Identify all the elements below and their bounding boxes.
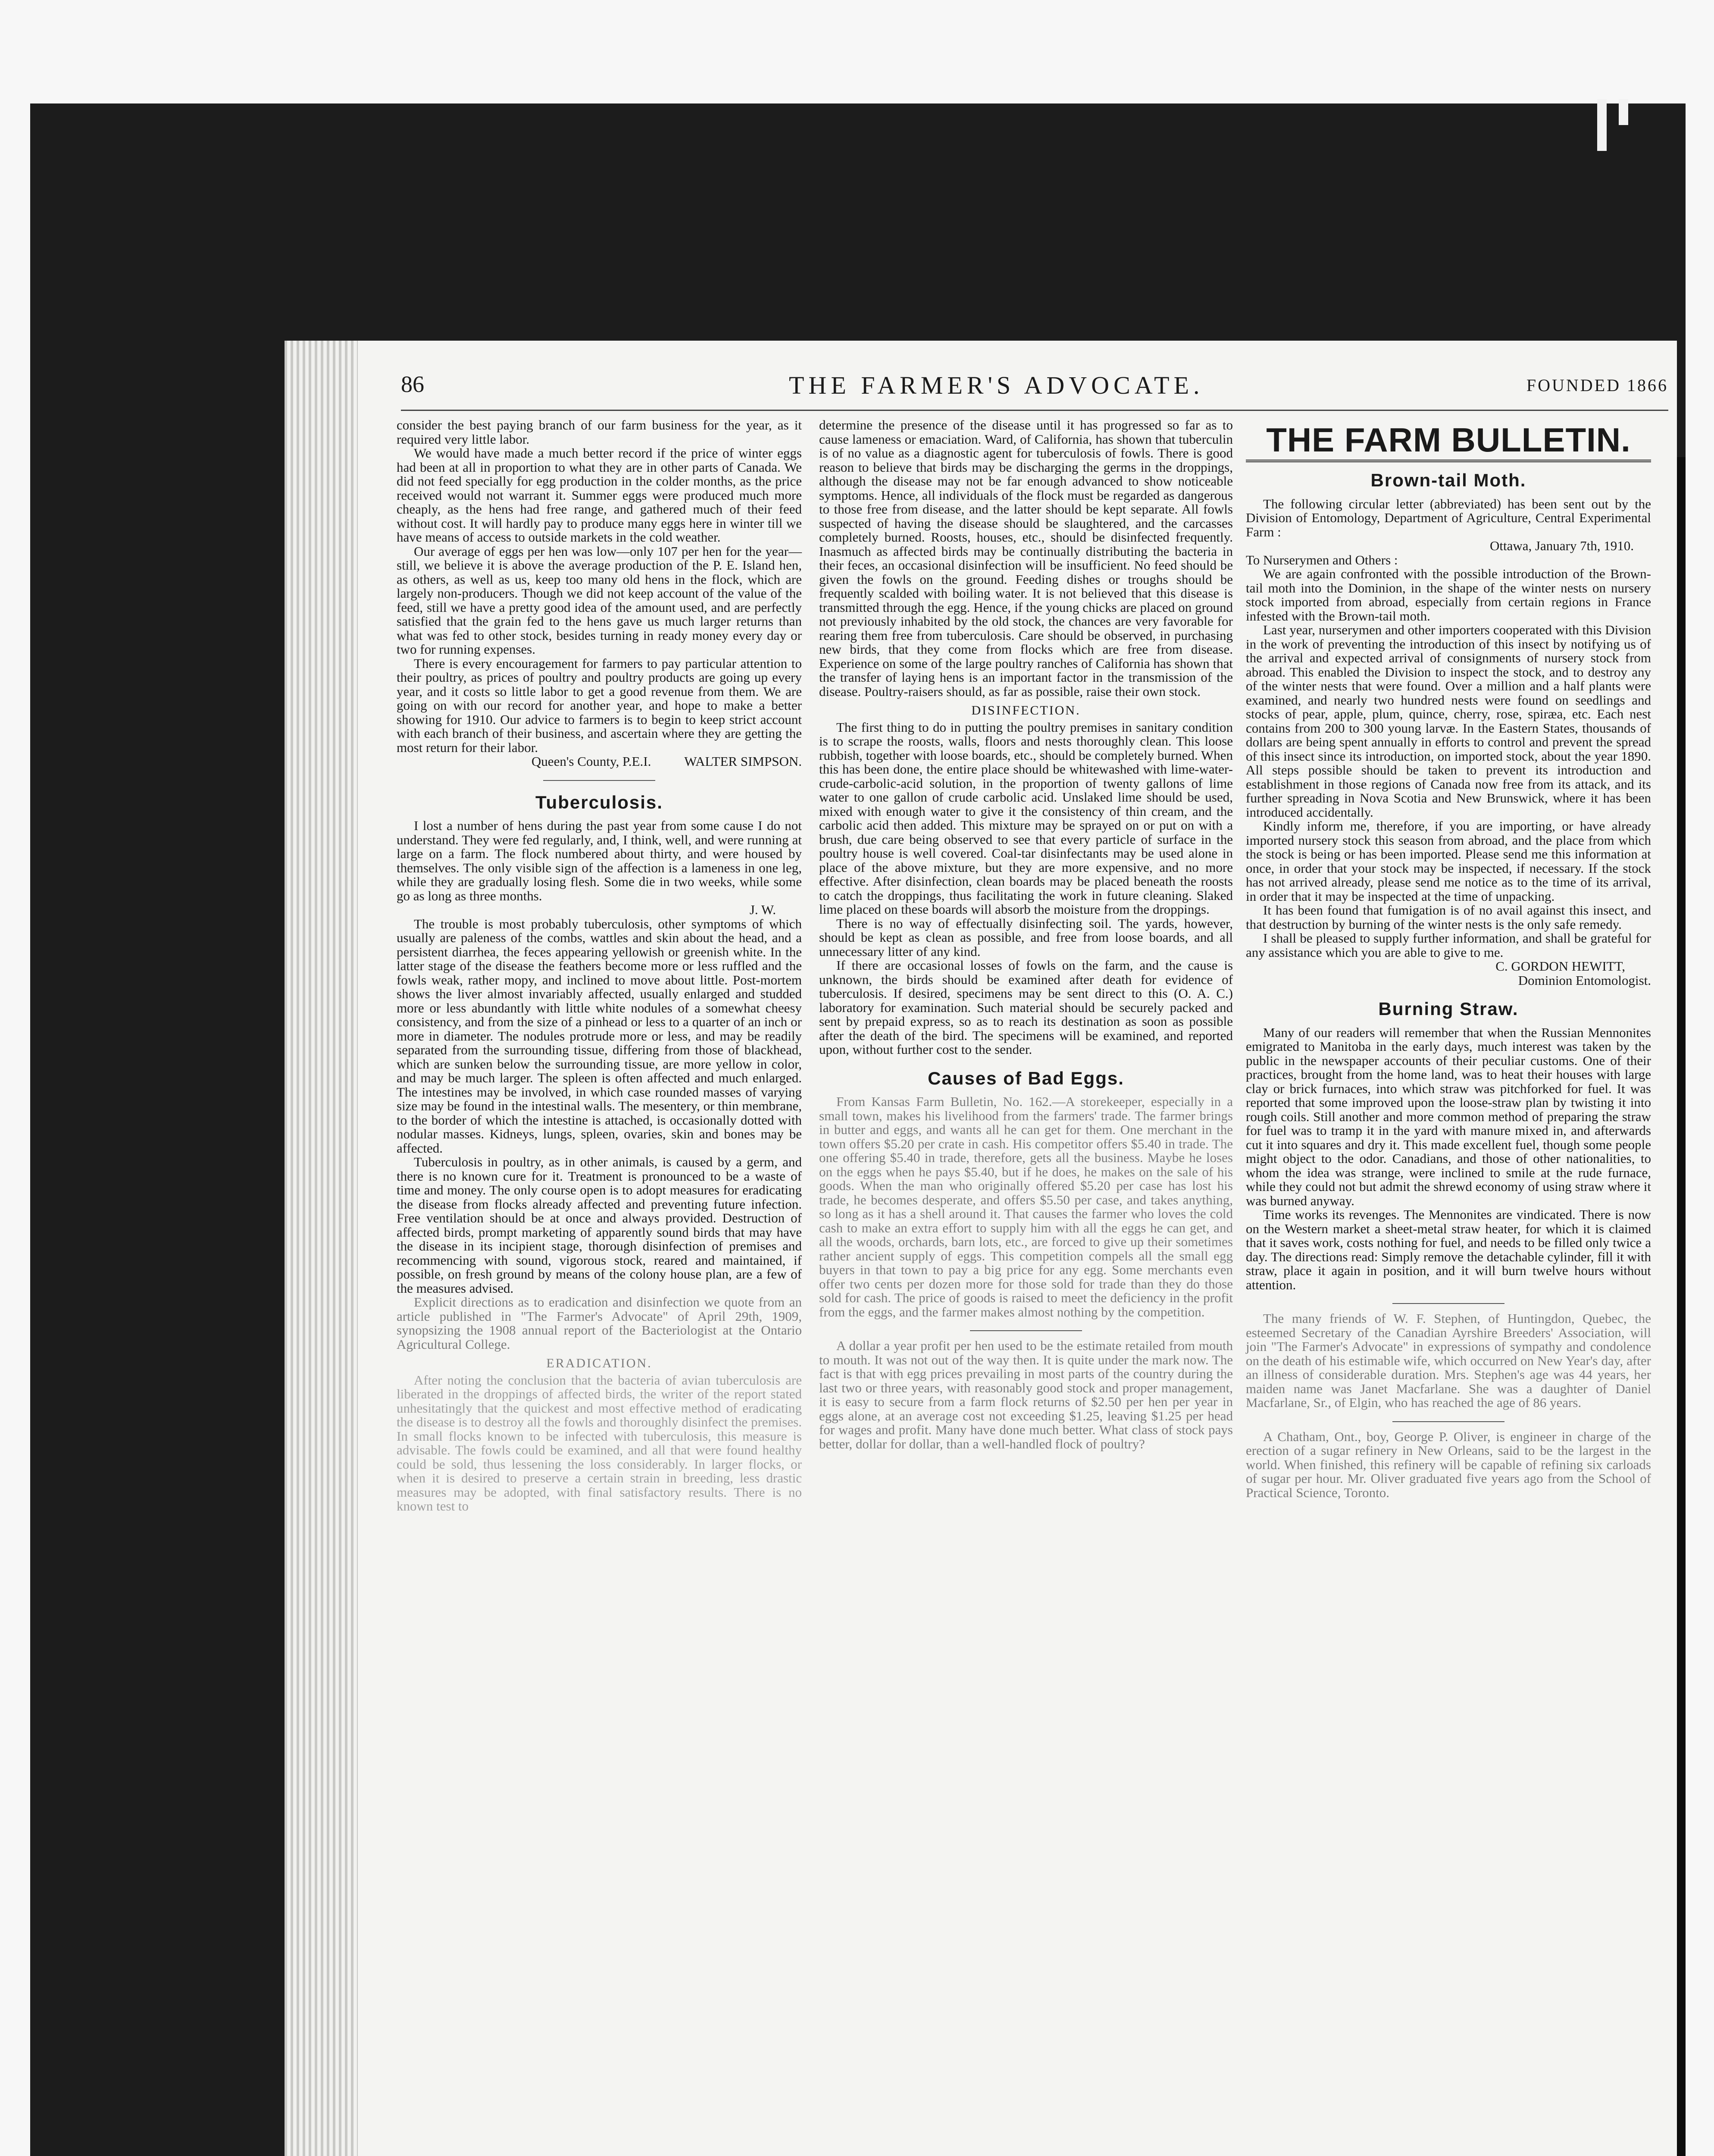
farm-bulletin-title: THE FARM BULLETIN. xyxy=(1246,423,1651,462)
article-paragraph: Time works its revenges. The Mennonites are vindicated. There is now on the Western market a sheet-metal straw heater, for which it is claimed that it saves work, costs nothing for fuel, and needs to be filled only twice a day. The directions read: Simply remove the detachable cylinder, fill it with straw, place it again in position, and it will burn twelve hours without attention. xyxy=(1246,1207,1651,1292)
burning-straw-title: Burning Straw. xyxy=(1378,999,1519,1019)
article-paragraph: We are again confronted with the possible introduction of the Brown-tail moth into the Dominion, in the shape of the winter nests on nursery stock imported from abroad, especially from certain regions in France infested with the Brown-tail moth. xyxy=(1246,566,1651,624)
author-initials: J. W. xyxy=(749,902,776,917)
page-number: 86 xyxy=(401,371,424,397)
article-paragraph: I lost a number of hens during the past year from some cause I do not understand. They were fed regularly, and, I think, well, and were running at large on a farm. The flock numbered about thirty, and were housed by themselves. The only visible sign of the affection is a lameness in one leg, while they are gradually losing flesh. Some die in two weeks, while some go as long as three months. xyxy=(397,818,802,903)
page-header xyxy=(401,371,1668,405)
article-paragraph: Many of our readers will remember that when the Russian Mennonites emigrated to Manitoba in the early days, much interest was taken by the public in the newspaper accounts of their peculiar customs. One of their practices, brought from the home land, was to heat their houses with large clay or brick furnaces, into which straw was pitchforked for fuel. It was reported that some improved upon the loose-straw plan by twisting it into rough coils. Still another and more common method of preparing the straw for fuel was to tramp it in the yard with manure mixed in, and afterwards cut it into squares and dry it. This made excellent fuel, though some people might object to the odor. Canadians, and those of other nationalities, to whom the idea was strange, were inclined to smile at the rude furnace, while they could not but admit the shrewd economy of using straw where it was burned anyway. xyxy=(1246,1025,1651,1208)
article-paragraph: Tuberculosis in poultry, as in other animals, is caused by a germ, and there is no known cure for it. Treatment is pronounced to be a waste of time and money. The only course open is to adopt measures for eradicating the disease from flocks already affected and preventing future infection. Free ventilation should be at once and always provided. Destruction of affected birds, prompt marketing of apparently sound birds that may have the disease in its incipient stage, thorough disinfection of premises and recommencing with sound, vigorous stock, reared and maintained, if possible, on fresh ground by means of the colony house plan, are a few of the measures advised. xyxy=(397,1154,802,1296)
salutation: To Nurserymen and Others : xyxy=(1246,552,1398,567)
brown-tail-moth-title: Brown-tail Moth. xyxy=(1370,470,1526,490)
section-divider xyxy=(970,1330,1082,1331)
article-paragraph: consider the best paying branch of our farm business for the year, as it required very little labor. xyxy=(397,417,802,447)
eradication-head: ERADICATION. xyxy=(546,1356,652,1370)
article-paragraph: There is every encouragement for farmers to pay particular attention to their poultry, as prices of poultry and poultry products are going up every year, and it costs so little labor to get a good revenue from them. We are going on with our record for another year, and hope to make a better showing for 1910. Our advice to farmers is to begin to keep strict account with each branch of their business, and ascertain where they are getting the most return for their labor. xyxy=(397,655,802,755)
article-paragraph: Kindly inform me, therefore, if you are importing, or have already imported nursery stock this season from abroad, and the place from which the stock is being or has been imported. Please send me this information at once, in order that your stock may be inspected, if necessary. If the stock has not arrived already, please send me notice as to the time of its arrival, in order that it may be inspected at the time of unpacking. xyxy=(1246,818,1651,904)
article-paragraph: From Kansas Farm Bulletin, No. 162.—A storekeeper, especially in a small town, makes his livelihood from the farmers' trade. The farmer brings in butter and eggs, and wants all he can get for them. One merchant in the town offers $5.20 per crate in cash. His competitor offers $5.40 in trade. The one offering $5.40 in trade, therefore, gets all the business. Maybe he loses on the eggs when he pays $5.40, but if he does, he makes on the sale of his goods. When the man who originally offered $5.20 per case has lost his trade, he becomes desperate, and offers $5.50 per case, and takes anything, so long as it has a shell around it. That causes the farmer who loves the cold cash to make an extra effort to supply him with all the eggs he can get, and all the woods, orchards, barn lots, etc., are forced to give up their sometimes rather ancient supply of eggs. This competition compels all the small egg buyers in that town to pay a big price for any egg. Some merchants even offer two cents per dozen more for those sold for trade than they do those sold for cash. The price of goods is raised to meet the deficiency in the profit from the eggs, and the farmer makes almost nothing by the competition. xyxy=(819,1094,1233,1319)
article-paragraph: After noting the conclusion that the bacteria of avian tuberculosis are liberated in the droppings of affected birds, the writer of the report stated unhesitatingly that the quickest and most effective method of eradicating the disease is to destroy all the fowls and thoroughly disinfect the premises. In small flocks known to be infected with tuberculosis, this measure is advisable. The fowls could be examined, and all that were found healthy could be sold, thus lessening the loss considerably. In larger flocks, or when it is desired to preserve a certain strain in breeding, less drastic measures may be adopted, with final satisfactory results. There is no known test to xyxy=(397,1372,802,1514)
article-paragraph: The trouble is most probably tuberculosis, other symptoms of which usually are paleness of the combs, wattles and skin about the head, and a persistent diarrhea, the feces appearing yellowish or greenish white. In the latter stage of the disease the feathers become more or less ruffled and the fowls weak, rather mopy, and inclined to move about little. Post-mortem shows the liver almost invariably affected, usually enlarged and studded more or less abundantly with little white nodules of a somewhat cheesy consistency, and from the size of a pinhead or less to a quarter of an inch or more in diameter. The nodules protrude more or less, and may be readily separated from the surrounding tissue, differing from those of blackhead, which are sunken below the surrounding tissue, are more yellow in color, and may be much larger. The spleen is often affected and much enlarged. The intestines may be involved, in which case rounded masses of varying size may be found in the intestinal walls. The mesentery, or thin membrane, to the border of which the intestine is attached, is occasionally dotted with nodular masses. Kidneys, lungs, spleen, ovaries, skin and bones may be affected. xyxy=(397,916,802,1156)
section-divider xyxy=(543,780,655,781)
column-2 xyxy=(819,418,1233,1451)
film-mark xyxy=(1597,99,1607,151)
column-1 xyxy=(397,418,802,1514)
article-paragraph: The following circular letter (abbreviated) has been sent out by the Division of Entomology, Department of Agriculture, Central Experimental Farm : xyxy=(1246,496,1651,539)
article-paragraph: determine the presence of the disease until it has progressed so far as to cause lameness or emaciation. Ward, of California, has shown that tuberculin is of no value as a diagnostic agent for tuberculosis of fowls. There is good reason to believe that birds may be discharging the germs in the droppings, although the disease may not be far enough advanced to show noticeable symptoms. Hence, all individuals of the flock must be regarded as dangerous to those free from disease, and the latter should be kept separate. All fowls suspected of having the disease should be slaughtered, and the carcasses completely burned. Roosts, houses, etc., should be disinfected frequently. Inasmuch as affected birds may be continually distributing the bacteria in their feces, an occasional disinfection will be insufficient. No feed should be given the fowls on the ground. Feeding dishes or troughs should be frequently scalded with boiling water. It is not believed that this disease is transmitted through the egg. Hence, if the young chicks are placed on ground not previously inhabited by the old stock, the chances are very favorable for rearing them free from tuberculosis. Care should be observed, in purchasing new birds, that they come from flocks which are free from disease. Experience on some of the large poultry ranches of California has shown that the transfer of laying hens is an important factor in the transmission of the disease. Poultry-raisers should, as far as possible, raise their own stock. xyxy=(819,417,1233,699)
article-paragraph: The many friends of W. F. Stephen, of Huntingdon, Quebec, the esteemed Secretary of the Canadian Ayrshire Breeders' Association, will join "The Farmer's Advocate" in expressions of sympathy and condolence on the death of his estimable wife, which occurred on New Year's day, after an illness of considerable duration. Mrs. Stephen's age was 44 years, her maiden name was Janet Macfarlane. She was a daughter of Daniel Macfarlane, Sr., of Elgin, who has reached the age of 86 years. xyxy=(1246,1311,1651,1410)
article-paragraph: Explicit directions as to eradication and disinfection we quote from an article published in "The Farmer's Advocate" of April 29th, 1909, synopsizing the 1908 annual report of the Bacteriologist at the Ontario Agricultural College. xyxy=(397,1294,802,1352)
article-paragraph: The first thing to do in putting the poultry premises in sanitary condition is to scrape the roosts, walls, floors and nests thoroughly clean. This loose rubbish, together with loose boards, etc., should be completely burned. When this has been done, the entire place should be whitewashed with lime-water-crude-carbolic-acid solution, in the proportion of twenty gallons of lime water to one gallon of crude carbolic acid. Unslaked lime should be used, mixed with enough water to give it the consistency of thin cream, and the carbolic acid then added. This mixture may be sprayed on or put on with a brush, due care being observed to see that every particle of surface in the poultry house is well covered. Coal-tar disinfectants may be used alone in place of the above mixture, but they are more expensive, and no more effective. After disinfection, clean boards may be placed beneath the roosts to catch the droppings, thus facilitating the work in future cleaning. Slaked lime placed on these boards will absorb the moisture from the droppings. xyxy=(819,719,1233,917)
article-paragraph: I shall be pleased to supply further information, and shall be grateful for any assistance which you are able to give to me. xyxy=(1246,931,1651,960)
author-signature: Queen's County, P.E.I. WALTER SIMPSON. xyxy=(531,754,802,769)
section-divider xyxy=(1392,1303,1504,1304)
article-paragraph: It has been found that fumigation is of no avail against this insect, and that destruction by burning of the winter nests is the only safe remedy. xyxy=(1246,903,1651,932)
film-mark xyxy=(1619,99,1628,125)
dateline: Ottawa, January 7th, 1910. xyxy=(1489,538,1634,553)
article-paragraph: Last year, nurserymen and other importers cooperated with this Division in the work of preventing the introduction of this insect by notifying us of the arrival and expected arrival of consignments of nursery stock from abroad. This enabled the Division to inspect the stock, and to destroy any of the winter nests that were found. Over a million and a half plants were examined, and nearly two hundred nests were found on seedlings and stocks of pear, apple, plum, quince, cherry, rose, spiræa, etc. Each nest contains from 200 to 300 young larvæ. In the Eastern States, thousands of dollars are being spent annually in efforts to control and prevent the spread of this insect since its introduction, on imported stock, about the year 1890. All steps possible should be taken to prevent its introduction and establishment in those regions of Canada now free from its attack, and its further spreading in Nova Scotia and New Brunswick, where it has been introduced accidentally. xyxy=(1246,622,1651,820)
column-3 xyxy=(1246,418,1651,1500)
page-binding xyxy=(285,341,358,2156)
disinfection-head: DISINFECTION. xyxy=(971,703,1081,718)
founded-line: FOUNDED 1866 xyxy=(1526,376,1668,395)
article-paragraph: If there are occasional losses of fowls on the farm, and the cause is unknown, the birds should be examined after death for evidence of tuberculosis. If desired, specimens may be sent direct to this (O. A. C.) laboratory for examination. Such material should be securely packed and sent by prepaid express, so as to reach its destination as soon as possible after the death of the bird. The specimens will be examined, and reported upon, without further cost to the sender. xyxy=(819,958,1233,1057)
author-title: Dominion Entomologist. xyxy=(1518,972,1651,988)
article-paragraph: A dollar a year profit per hen used to be the estimate retailed from mouth to mouth. It was not out of the way then. It is quite under the mark now. The fact is that with egg prices prevailing in most parts of the country during the last two or three years, with reasonably good stock and proper management, it is easy to secure from a farm flock returns of $2.50 per hen per year in eggs alone, at an average cost not exceeding $1.25, leaving $1.25 per head for wages and profit. Many have done much better. What class of stock pays better, dollar for dollar, than a well-handled flock of poultry? xyxy=(819,1338,1233,1451)
header-rule xyxy=(401,410,1668,411)
section-divider xyxy=(1392,1421,1504,1422)
masthead: THE FARMER'S ADVOCATE. xyxy=(789,371,1204,399)
tuberculosis-title: Tuberculosis. xyxy=(535,792,663,812)
article-paragraph: There is no way of effectually disinfecting soil. The yards, however, should be kept as clean as possible, and free from loose boards, and all unnecessary litter of any kind. xyxy=(819,915,1233,959)
bad-eggs-title: Causes of Bad Eggs. xyxy=(928,1068,1124,1088)
article-paragraph: Our average of eggs per hen was low—only 107 per hen for the year—still, we believe it is above the average production of the P. E. Island hen, as others, as well as us, keep too many old hens in the flock, which are largely non-producers. Though we did not keep account of the value of the feed, still we have a pretty good idea of the amount used, and are perfectly satisfied that the grain fed to the hens gave us much larger returns than what was fed to other stock, besides turning in ready money every day or two for running expenses. xyxy=(397,543,802,657)
article-paragraph: A Chatham, Ont., boy, George P. Oliver, is engineer in charge of the erection of a sugar refinery in New Orleans, said to be the largest in the world. When finished, this refinery will be capable of refining six carloads of sugar per hour. Mr. Oliver graduated five years ago from the School of Practical Science, Toronto. xyxy=(1246,1429,1651,1500)
author-signature: C. GORDON HEWITT, xyxy=(1495,959,1625,974)
article-paragraph: We would have made a much better record if the price of winter eggs had been at all in proportion to what they are in other parts of Canada. We did not feed specially for egg production in the colder months, as the price received would not warrant it. Summer eggs were produced much more cheaply, as the hens had free range, and gathered much of their feed without cost. It will hardly pay to produce many eggs here in winter till we have means of access to outside markets in the cold weather. xyxy=(397,445,802,545)
